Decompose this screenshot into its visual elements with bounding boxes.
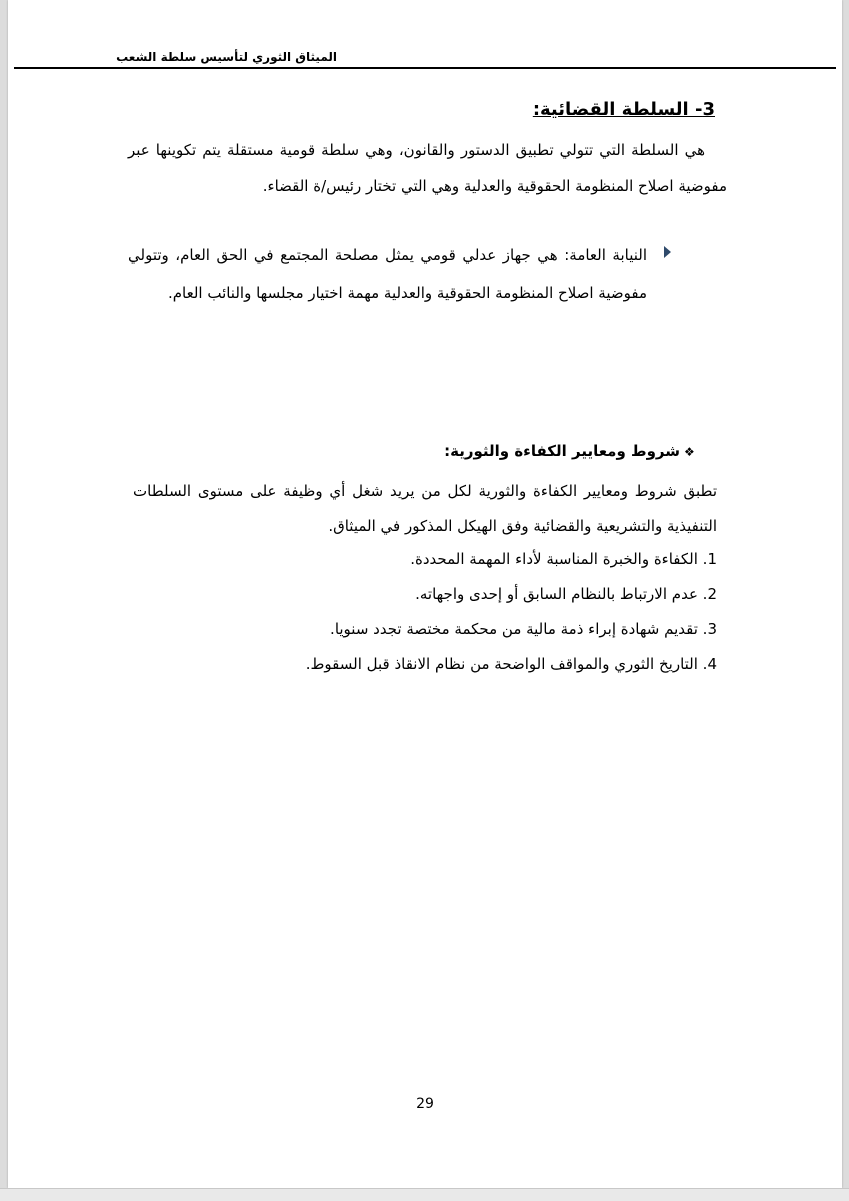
document-page xyxy=(8,0,842,1188)
section-paragraph: هي السلطة التي تتولي تطبيق الدستور والقانون، وهي سلطة قومية مستقلة يتم تكوينها عبر مفوضية اصلاح المنظومة الحقوقية والعدلية وهي التي تختار رئيس/ة القضاء. xyxy=(128,141,727,195)
bullet-item xyxy=(128,236,647,312)
diamond-bullet-icon: ❖ xyxy=(684,445,695,459)
page-number: 29 xyxy=(416,1096,434,1112)
list-item: 3. تقديم شهادة إبراء ذمة مالية من محكمة مختصة تجدد سنويا. xyxy=(330,620,717,638)
list-item: 2. عدم الارتباط بالنظام السابق أو إحدى واجهاته. xyxy=(415,585,717,603)
list-item: 4. التاريخ الثوري والمواقف الواضحة من نظام الانقاذ قبل السقوط. xyxy=(305,655,717,673)
criteria-list xyxy=(117,542,717,682)
page-edge xyxy=(0,1188,849,1201)
criteria-paragraph: تطبق شروط ومعايير الكفاءة والثورية لكل من يريد شغل أي وظيفة على مستوى السلطات التنفيذية والتشريعية والقضائية وفق الهيكل المذكور في الميثاق. xyxy=(133,482,717,535)
list-item: 1. الكفاءة والخبرة المناسبة لأداء المهمة المحددة. xyxy=(410,550,717,568)
bullet-text: النيابة العامة: هي جهاز عدلي قومي يمثل مصلحة المجتمع في الحق العام، وتتولي مفوضية اصلاح المنظومة الحقوقية والعدلية مهمة اختيار مجلسها والنائب العام. xyxy=(128,246,647,302)
criteria-heading: شروط ومعايير الكفاءة والثورية: xyxy=(444,442,680,460)
section-heading: 3- السلطة القضائية: xyxy=(532,99,715,120)
arrow-bullet-icon xyxy=(664,246,671,258)
header-divider xyxy=(14,67,836,69)
header-title: الميثاق الثوري لتأسيس سلطة الشعب xyxy=(116,50,337,64)
